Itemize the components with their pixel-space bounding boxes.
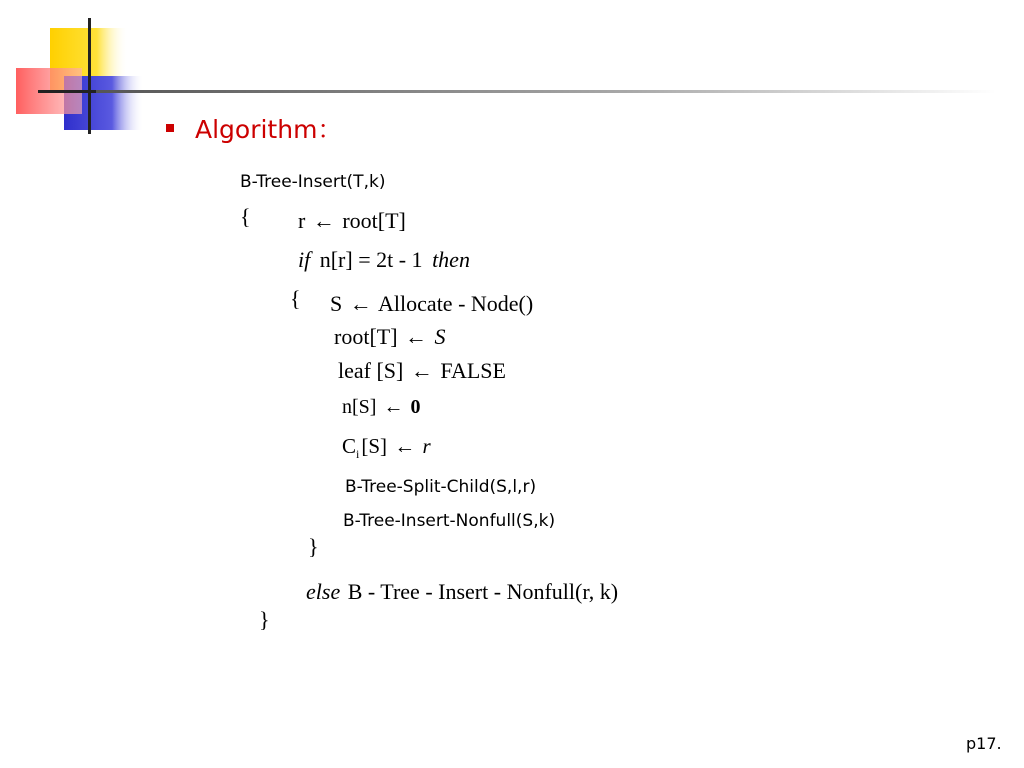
line-c-lhs-base: C <box>342 434 357 458</box>
corner-decoration <box>0 0 1024 140</box>
line-c <box>342 434 431 462</box>
insert-nonfull-call-inner: B-Tree-Insert-Nonfull(S,k) <box>343 511 556 531</box>
else-call: B - Tree - Insert - Nonfull(r, k) <box>347 579 619 604</box>
line-r-root <box>298 208 406 234</box>
line-leaf-rhs: FALSE <box>440 358 506 383</box>
line-r-root-rhs: root[T] <box>342 208 406 233</box>
line-alloc-lhs: S <box>330 291 343 316</box>
deco-vertical-line <box>88 18 91 134</box>
bullet-marker <box>166 124 174 132</box>
arrow-icon: ← <box>312 208 335 233</box>
outer-close-brace: } <box>259 607 270 632</box>
line-n-s-lhs: n[S] <box>342 396 377 418</box>
title-rule <box>96 90 996 93</box>
line-alloc <box>330 291 533 317</box>
arrow-icon: ← <box>410 358 433 383</box>
line-n-s-rhs: 0 <box>410 396 421 418</box>
function-name: B-Tree-Insert(T,k) <box>240 172 386 192</box>
outer-open-brace: { <box>240 204 251 229</box>
line-c-rhs: r <box>422 434 431 458</box>
line-c-lhs-rest: [S] <box>361 434 388 458</box>
keyword-else: else <box>306 579 341 604</box>
line-else <box>306 579 618 605</box>
line-root-s <box>334 324 446 350</box>
keyword-then: then <box>432 247 470 272</box>
inner-close-brace: } <box>308 534 319 559</box>
line-leaf <box>338 358 506 384</box>
inner-open-brace: { <box>290 286 301 311</box>
line-n-s <box>342 396 420 419</box>
deco-short-horizontal-line <box>38 90 98 93</box>
line-alloc-rhs: Allocate - Node() <box>378 291 534 316</box>
line-leaf-lhs: leaf [S] <box>338 358 404 383</box>
page-number: p17. <box>966 734 1002 753</box>
line-root-s-rhs: S <box>434 324 446 349</box>
if-condition: n[r] = 2t - 1 <box>319 247 423 272</box>
split-child-call: B-Tree-Split-Child(S,l,r) <box>345 477 537 497</box>
line-c-lhs-sub: i <box>356 447 360 462</box>
line-if <box>298 247 470 273</box>
arrow-icon: ← <box>349 291 372 316</box>
line-root-s-lhs: root[T] <box>334 324 398 349</box>
line-r-root-lhs: r <box>298 208 306 233</box>
slide-heading: Algorithm： <box>195 115 343 144</box>
arrow-icon: ← <box>405 324 428 349</box>
keyword-if: if <box>298 247 311 272</box>
arrow-icon: ← <box>383 396 404 418</box>
arrow-icon: ← <box>394 434 416 458</box>
